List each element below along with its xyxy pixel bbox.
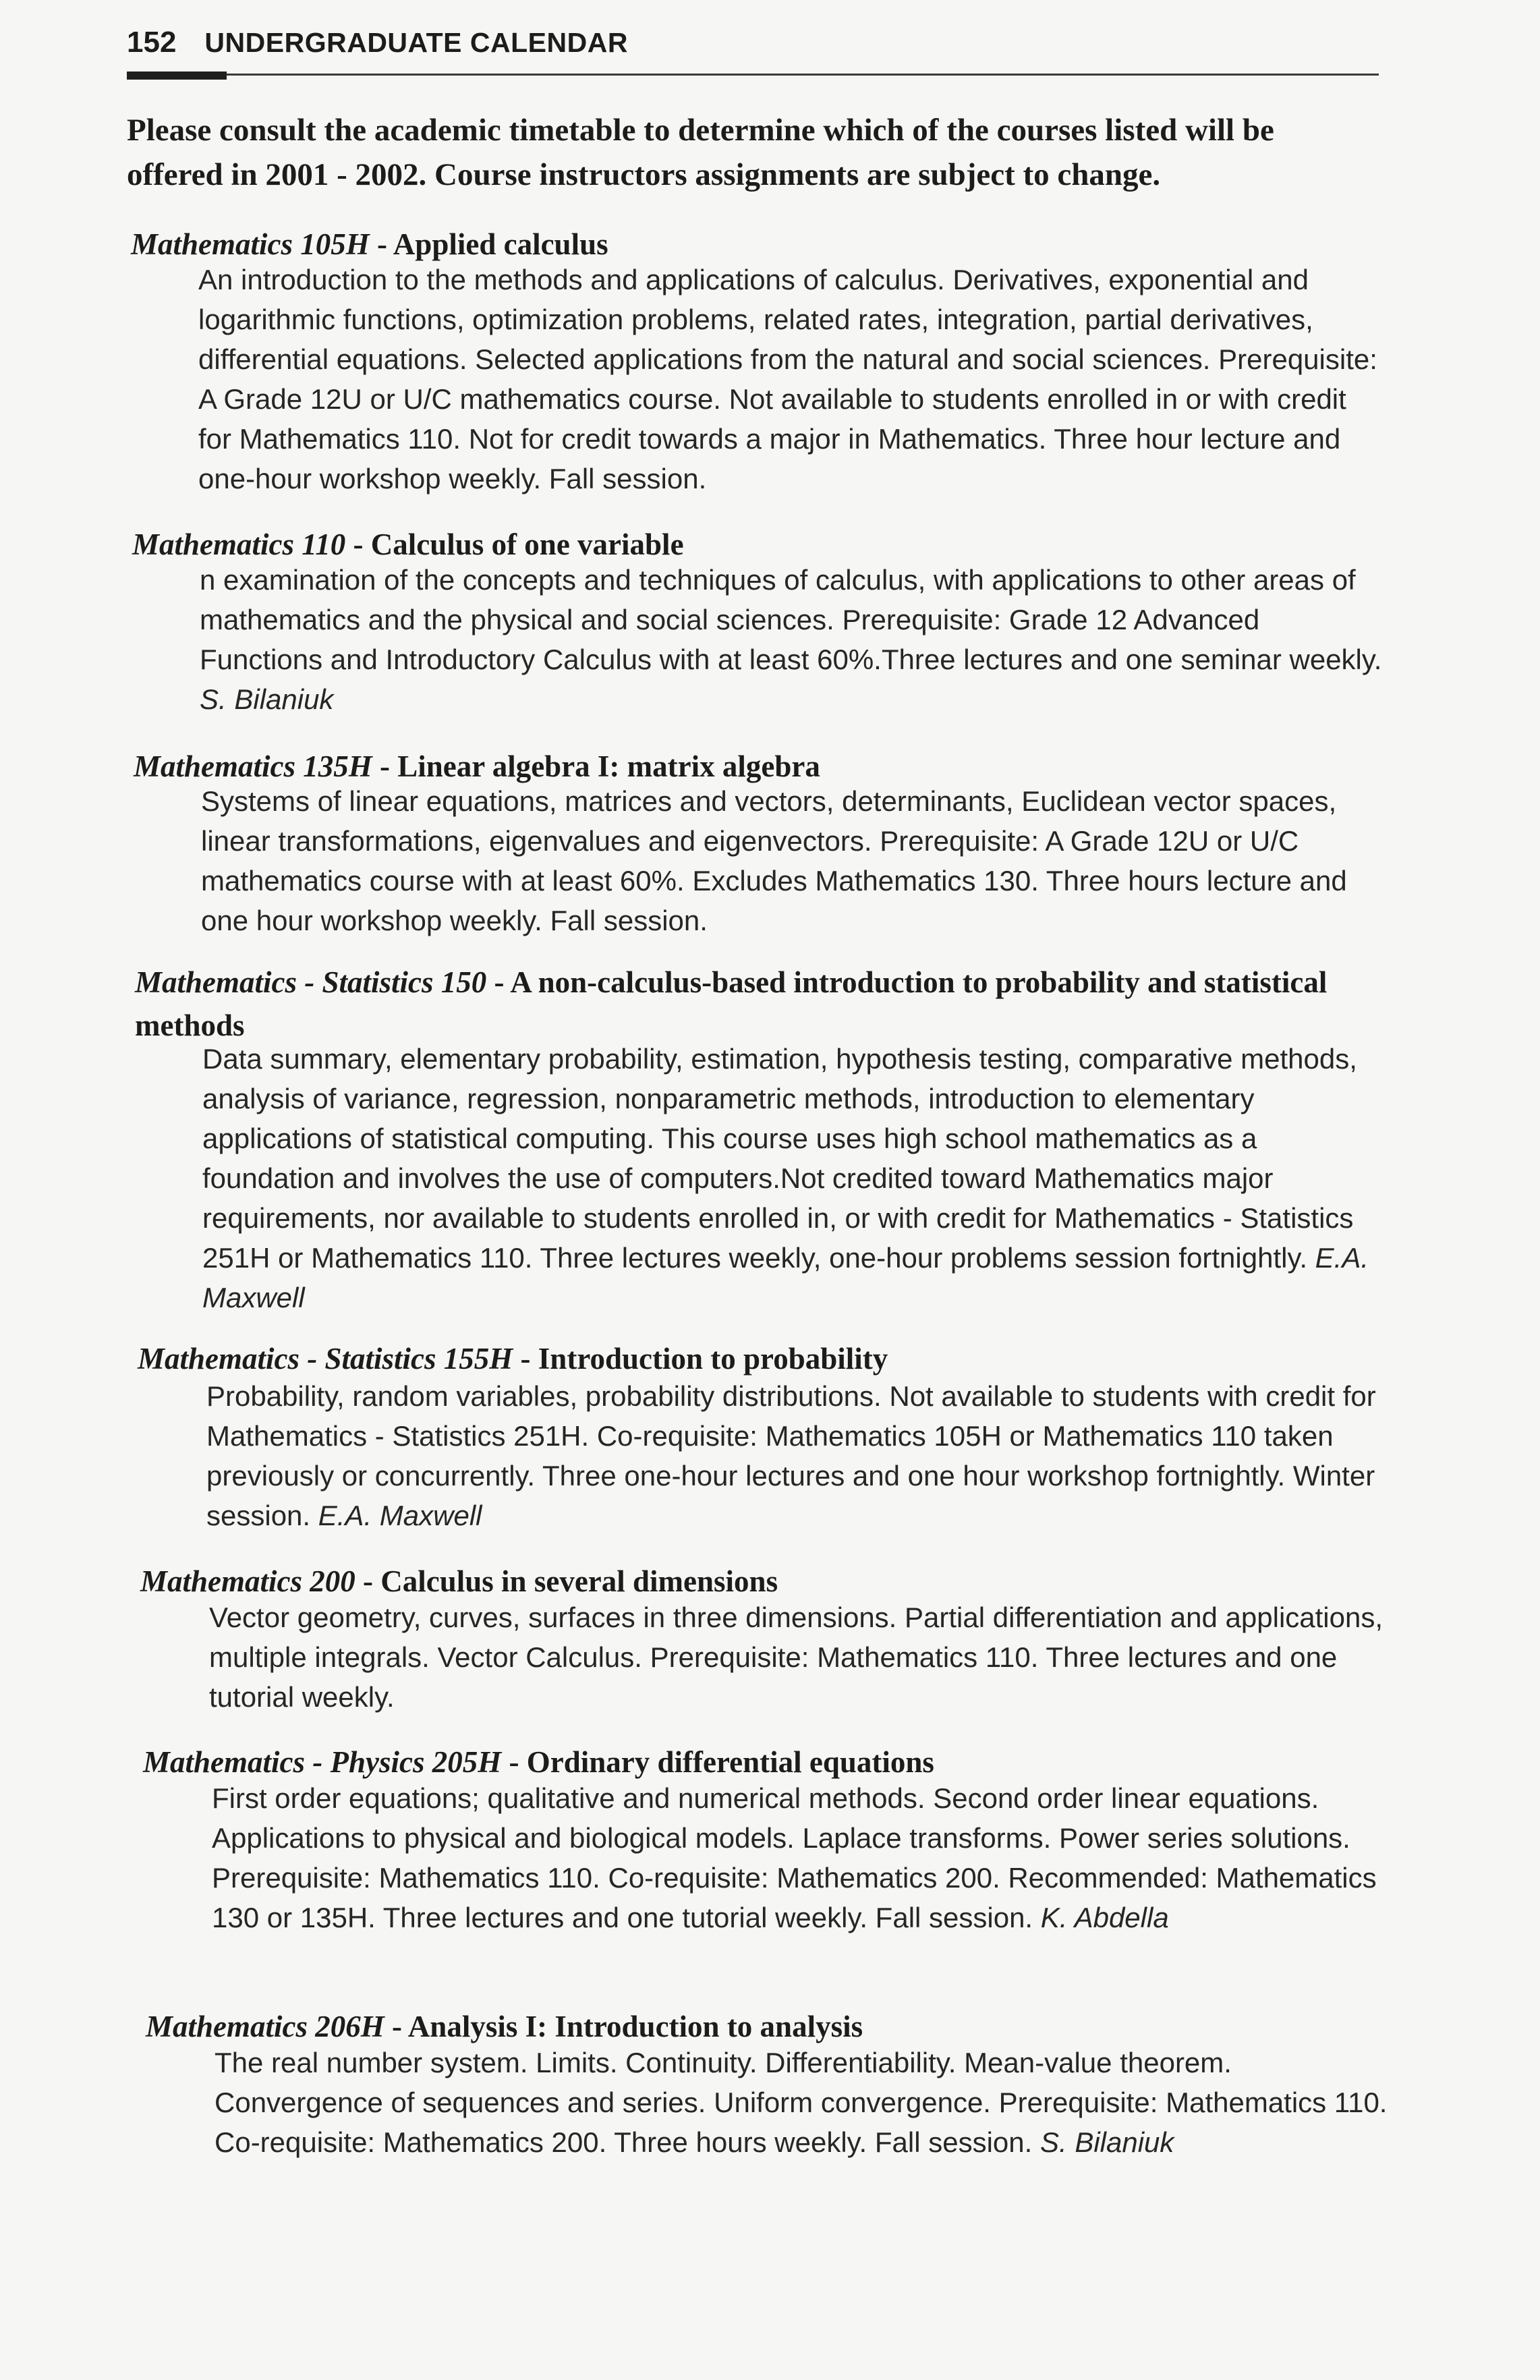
course-instructor: S. Bilaniuk bbox=[200, 683, 334, 715]
course-description-text: First order equations; qualitative and numerical methods. Second order linear equations. Applications to physical and biological models. Laplace transforms. Power series solutions. Prerequisite: Mathematics 110. Co-requisite: Mathematics 200. Recommended: Mathematics 130 or 135H. Three lectures and one tutorial weekly. Fall session. bbox=[212, 1782, 1377, 1933]
course-code: Mathematics 206H bbox=[146, 2010, 384, 2043]
course-title: A non-calculus-based introduction to probability and statistical methods bbox=[135, 965, 1328, 1042]
course-description bbox=[212, 1778, 1399, 1937]
course-description-text: Vector geometry, curves, surfaces in three dimensions. Partial differentiation and applications, multiple integrals. Vector Calculus. Prerequisite: Mathematics 110. Three lectures and one tutorial weekly. bbox=[209, 1602, 1384, 1713]
course-description bbox=[201, 781, 1388, 940]
course-description bbox=[200, 560, 1387, 719]
course-code: Mathematics 200 bbox=[140, 1564, 355, 1598]
course-separator: - bbox=[520, 1342, 531, 1376]
course-description-text: Systems of linear equations, matrices and vectors, determinants, Euclidean vector spaces, linear transformations, eigenvalues and eigenvectors. Prerequisite: A Grade 12U or U/C mathematics course with at least 60%. Excludes Mathematics 130. Three hours lecture and one hour workshop weekly. Fall session. bbox=[201, 785, 1347, 936]
header-title: UNDERGRADUATE CALENDAR bbox=[204, 27, 628, 58]
course-title: Ordinary differential equations bbox=[526, 1745, 934, 1779]
course-code: Mathematics 110 bbox=[132, 528, 346, 561]
course-heading bbox=[138, 1337, 1399, 1380]
course-separator: - bbox=[380, 749, 391, 783]
page-number: 152 bbox=[127, 26, 177, 59]
course-description bbox=[215, 2043, 1402, 2162]
course-heading bbox=[140, 1560, 1402, 1603]
timetable-notice: Please consult the academic timetable to determine which of the courses listed will be offered in 2001 - 2002. Course instructors assignments are subject to change. bbox=[127, 113, 1274, 192]
course-title: Linear algebra I: matrix algebra bbox=[397, 749, 820, 783]
course-description-text: Probability, random variables, probability distributions. Not available to students with credit for Mathematics - Statistics 251H. Co-requisite: Mathematics 105H or Mathematics 110 taken previously or concurrently. Three one-hour lectures and one hour workshop fortnightly. Winter session. bbox=[206, 1380, 1376, 1531]
course-description bbox=[198, 260, 1386, 499]
course-instructor: S. Bilaniuk bbox=[1039, 2126, 1174, 2158]
course-instructor: E.A. Maxwell bbox=[318, 1500, 482, 1531]
course-code: Mathematics - Statistics 155H bbox=[138, 1342, 513, 1376]
course-separator: - bbox=[363, 1564, 374, 1598]
course-separator: - bbox=[377, 227, 388, 261]
course-code: Mathematics - Statistics 150 bbox=[135, 965, 487, 999]
course-description bbox=[206, 1376, 1394, 1535]
course-heading bbox=[146, 2005, 1407, 2048]
header-rule bbox=[227, 74, 1379, 76]
header-rule-accent bbox=[127, 72, 227, 80]
course-code: Mathematics - Physics 205H bbox=[143, 1745, 502, 1779]
course-separator: - bbox=[494, 965, 505, 999]
course-title: Applied calculus bbox=[393, 227, 608, 261]
course-code: Mathematics 105H bbox=[131, 227, 370, 261]
course-title: Calculus in several dimensions bbox=[380, 1564, 778, 1598]
course-code: Mathematics 135H bbox=[134, 749, 372, 783]
course-separator: - bbox=[392, 2010, 403, 2043]
course-title: Introduction to probability bbox=[538, 1342, 888, 1376]
course-description bbox=[202, 1039, 1390, 1318]
course-description-text: Data summary, elementary probability, estimation, hypothesis testing, comparative methods, analysis of variance, regression, nonparametric methods, introduction to elementary applications of statistical computing. This course uses high school mathematics as a foundation and involves the use of computers.Not credited toward Mathematics major requirements, nor available to students enrolled in, or with credit for Mathematics - Statistics 251H or Mathematics 110. Three lectures weekly, one-hour problems session fortnightly. bbox=[202, 1043, 1357, 1274]
course-separator: - bbox=[353, 528, 364, 561]
course-title: Calculus of one variable bbox=[370, 528, 684, 561]
course-title: Analysis I: Introduction to analysis bbox=[407, 2010, 863, 2043]
course-description bbox=[209, 1597, 1396, 1717]
course-separator: - bbox=[509, 1745, 519, 1779]
course-description-text: An introduction to the methods and applications of calculus. Derivatives, exponential and logarithmic functions, optimization problems, related rates, integration, partial derivatives, differential equations. Selected applications from the natural and social sciences. Prerequisite: A Grade 12U or U/C mathematics course. Not available to students enrolled in or with credit for Mathematics 110. Not for credit towards a major in Mathematics. Three hour lecture and one-hour workshop weekly. Fall session. bbox=[198, 264, 1377, 494]
course-instructor: K. Abdella bbox=[1040, 1902, 1169, 1933]
course-description-text: The real number system. Limits. Continuity. Differentiability. Mean-value theorem. Convergence of sequences and series. Uniform convergence. Prerequisite: Mathematics 110. Co-requisite: Mathematics 200. Three hours weekly. Fall session. bbox=[215, 2047, 1388, 2158]
course-description-text: n examination of the concepts and techniques of calculus, with applications to other areas of mathematics and the physical and social sciences. Prerequisite: Grade 12 Advanced Functions and Introductory Calculus with at least 60%.Three lectures and one seminar weekly. bbox=[200, 564, 1382, 675]
course-heading bbox=[143, 1740, 1404, 1784]
course-instructor: E.A. Maxwell bbox=[202, 1242, 1369, 1313]
running-head bbox=[127, 26, 628, 59]
course-heading bbox=[135, 961, 1396, 1047]
